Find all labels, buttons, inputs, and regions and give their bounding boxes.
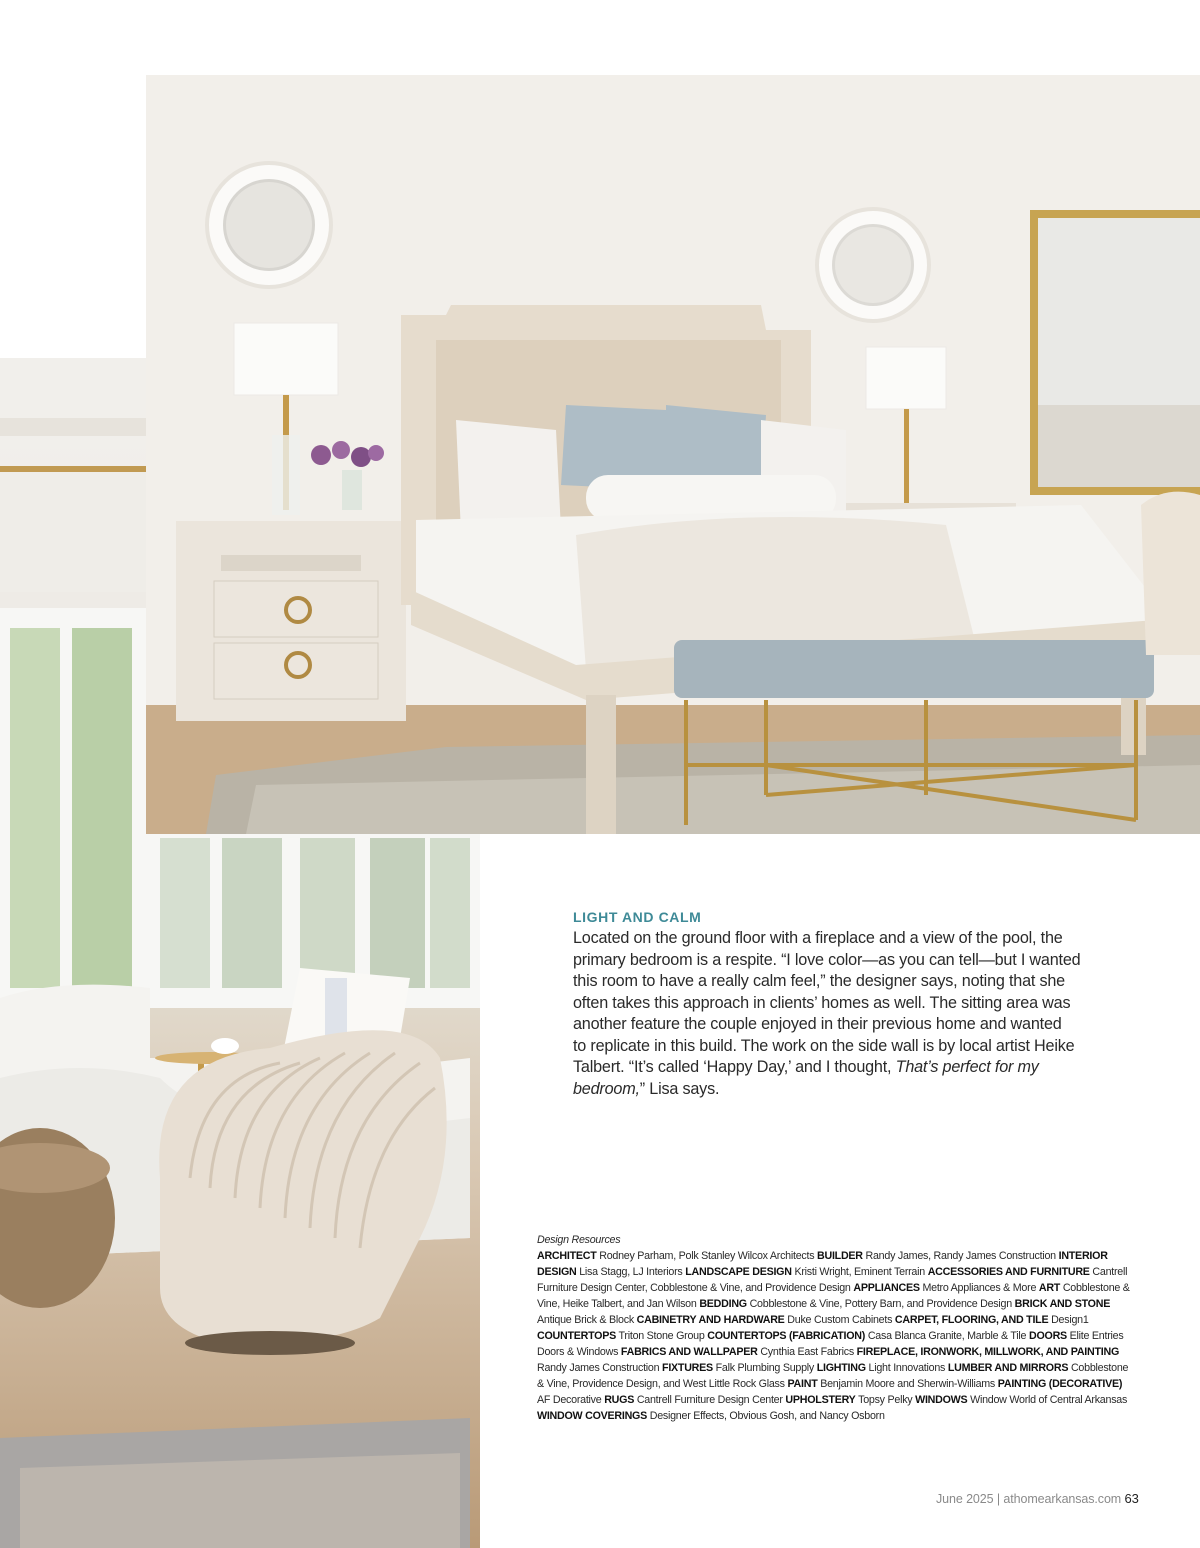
resource-text: Antique Brick & Block	[537, 1314, 634, 1326]
folio-separator: |	[996, 1492, 1001, 1506]
bedroom-illustration	[146, 75, 1200, 834]
resource-label: ACCESSORIES AND FURNITURE	[927, 1266, 1090, 1278]
page-number: 63	[1124, 1491, 1139, 1506]
resource-text: Window World of Central Arkansas	[970, 1394, 1128, 1406]
story-line: often takes this approach in clients’ homes as well. The sitting area was	[573, 993, 1071, 1012]
resource-label: CARPET, FLOORING, AND TILE	[894, 1314, 1049, 1326]
resource-text: Cantrell Furniture Design Center, Cobblestone & Vine, and Providence Design	[537, 1266, 1128, 1294]
resource-text: Benjamin Moore and Sherwin-Williams	[820, 1378, 996, 1390]
resource-label: FIXTURES	[662, 1362, 713, 1374]
resource-text: Cobblestone & Vine, Pottery Barn, and Providence Design	[749, 1298, 1012, 1310]
resource-label: FABRICS AND WALLPAPER	[620, 1346, 758, 1358]
page-folio	[936, 1491, 1139, 1506]
resource-label: WINDOWS	[915, 1394, 968, 1406]
story-quote-italic-end: bedroom,	[573, 1079, 640, 1098]
resource-label: DOORS	[1028, 1330, 1067, 1342]
resource-label: LANDSCAPE DESIGN	[685, 1266, 792, 1278]
left-mirror-shape	[207, 163, 331, 287]
bedroom-photo	[146, 75, 1200, 834]
resource-text: Cantrell Furniture Design Center	[636, 1394, 783, 1406]
folio-issue: June 2025	[936, 1492, 994, 1506]
story-block	[573, 909, 1093, 1100]
resource-text: Falk Plumbing Supply	[715, 1362, 815, 1374]
design-resources	[537, 1232, 1132, 1424]
resource-text: Triton Stone Group	[618, 1330, 705, 1342]
resource-text: Randy James, Randy James Construction	[865, 1250, 1056, 1262]
resource-text: Topsy Pelky	[858, 1394, 913, 1406]
resource-text: Designer Effects, Obvious Gosh, and Nancy Osborn	[649, 1410, 885, 1422]
folio-site: athomearkansas.com	[1003, 1492, 1122, 1506]
resource-label: PAINT	[787, 1378, 818, 1390]
resource-text: Casa Blanca Granite, Marble & Tile	[867, 1330, 1027, 1342]
story-quote-italic: That’s perfect for my	[895, 1058, 1039, 1076]
resource-text: Cynthia East Fabrics	[760, 1346, 854, 1358]
resource-label: APPLIANCES	[853, 1282, 920, 1294]
resource-text: Duke Custom Cabinets	[787, 1314, 893, 1326]
resource-label: RUGS	[604, 1394, 635, 1406]
resource-label: COUNTERTOPS	[537, 1330, 616, 1342]
resource-text: Elite Entries Doors & Windows	[537, 1330, 1124, 1358]
story-line-end: ” Lisa says.	[639, 1079, 720, 1098]
story-line: another feature the couple enjoyed in their previous home and wanted	[573, 1015, 1062, 1033]
resource-text: Lisa Stagg, LJ Interiors	[579, 1266, 683, 1278]
resource-label: LUMBER AND MIRRORS	[947, 1362, 1069, 1374]
story-body	[573, 928, 1093, 1100]
resource-label: LIGHTING	[816, 1362, 866, 1374]
resource-text: Metro Appliances & More	[922, 1282, 1037, 1294]
resource-text: Cobblestone & Vine, Providence Design, and West Little Rock Glass	[537, 1362, 1129, 1390]
resource-label: ARCHITECT	[537, 1250, 597, 1262]
story-line: to replicate in this build. The work on the side wall is by local artist Heike	[573, 1036, 1075, 1055]
resource-label: CABINETRY AND HARDWARE	[636, 1314, 785, 1326]
resources-title: Design Resources	[537, 1234, 621, 1246]
story-line: Located on the ground floor with a fireplace and a view of the pool, the	[573, 929, 1063, 947]
resource-text: Cobblestone & Vine, Heike Talbert, and Jan Wilson	[537, 1282, 1130, 1310]
resource-text: AF Decorative	[537, 1394, 602, 1406]
story-line: this room to have a really calm feel,” the designer says, noting that she	[573, 972, 1065, 990]
resource-text: Light Innovations	[868, 1362, 946, 1374]
resource-label: INTERIOR DESIGN	[537, 1250, 1108, 1278]
story-heading: LIGHT AND CALM	[573, 909, 702, 925]
resource-label: COUNTERTOPS (FABRICATION)	[707, 1330, 866, 1342]
resource-text: Randy James Construction	[537, 1362, 660, 1374]
resource-label: BUILDER	[817, 1250, 863, 1262]
resource-label: BEDDING	[699, 1298, 747, 1310]
resource-label: FIREPLACE, IRONWORK, MILLWORK, AND PAINTING	[856, 1346, 1120, 1358]
resource-label: UPHOLSTERY	[785, 1394, 856, 1406]
resource-text: Design1	[1051, 1314, 1089, 1326]
resource-label: BRICK AND STONE	[1014, 1298, 1111, 1310]
resource-label: WINDOW COVERINGS	[537, 1410, 647, 1422]
resource-label: PAINTING (DECORATIVE)	[997, 1378, 1123, 1390]
resource-label: ART	[1038, 1282, 1061, 1294]
story-line: Talbert. “It’s called ‘Happy Day,’ and I thought,	[573, 1058, 896, 1076]
resource-text: Kristi Wright, Eminent Terrain	[794, 1266, 925, 1278]
resources-list	[537, 1250, 1130, 1422]
story-line: primary bedroom is a respite. “I love color—as you can tell—but I wanted	[573, 950, 1081, 969]
resource-text: Rodney Parham, Polk Stanley Wilcox Architects	[599, 1250, 815, 1262]
